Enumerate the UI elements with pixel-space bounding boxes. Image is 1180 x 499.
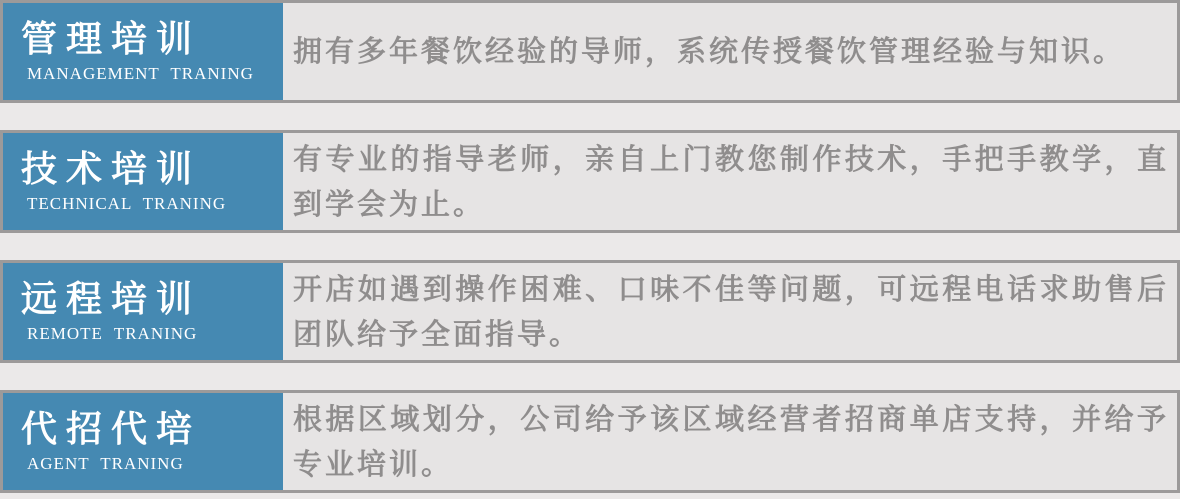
management-training-title: 管理培训	[21, 18, 202, 60]
technical-training-panel	[3, 133, 283, 230]
remote-training-subtitle: REMOTE TRANING	[27, 323, 198, 343]
technical-training-description: 有专业的指导老师，亲自上门教您制作技术，手把手教学，直到学会为止。	[293, 141, 1169, 221]
management-training-subtitle: MANAGEMENT TRANING	[27, 63, 254, 83]
agent-training-subtitle: AGENT TRANING	[27, 453, 184, 473]
technical-training-title: 技术培训	[21, 148, 202, 190]
agent-training-title: 代招代培	[21, 408, 202, 450]
training-row-agent	[0, 390, 1180, 493]
management-training-description: 拥有多年餐饮经验的导师，系统传授餐饮管理经验与知识。	[293, 34, 1126, 68]
management-training-panel	[3, 3, 283, 100]
training-row-technical	[0, 130, 1180, 233]
remote-training-panel	[3, 263, 283, 360]
technical-training-subtitle: TECHNICAL TRANING	[27, 193, 227, 213]
agent-training-description: 根据区域划分，公司给予该区域经营者招商单店支持，并给予专业培训。	[293, 401, 1169, 481]
agent-training-panel	[3, 393, 283, 490]
remote-training-title: 远程培训	[21, 278, 202, 320]
training-row-management	[0, 0, 1180, 103]
training-row-remote	[0, 260, 1180, 363]
remote-training-description: 开店如遇到操作困难、口味不佳等问题，可远程电话求助售后团队给予全面指导。	[293, 271, 1169, 351]
